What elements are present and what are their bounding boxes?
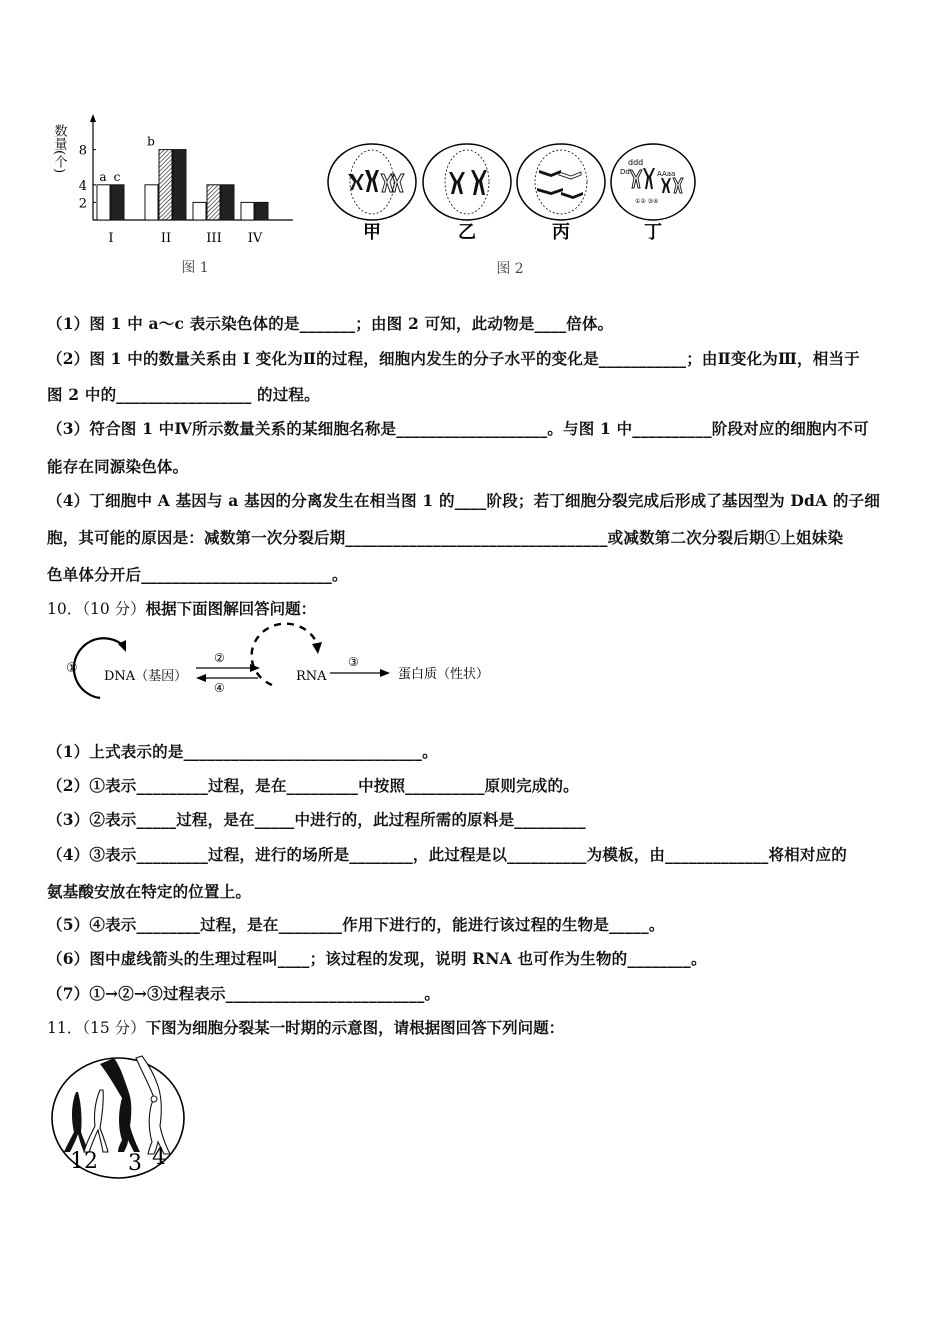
x-tick-label: II <box>160 231 172 246</box>
q9-line-5: 能存在同源染色体。 <box>47 457 189 476</box>
chromosome-2 <box>84 1090 108 1152</box>
ding-right-label: AAaa <box>657 170 676 178</box>
bar-b-III <box>207 185 220 220</box>
q10-sub-5: （5）④表示________过程，是在________作用下进行的，能进行该过程的生物是_____。 <box>47 915 665 934</box>
y-axis-arrow <box>90 114 96 122</box>
bar-a-II <box>145 185 158 220</box>
cell-division-figure <box>48 1052 188 1182</box>
ding-left-label: Dd <box>620 168 630 176</box>
q10-sub-6: （6）图中虚线箭头的生理过程叫____；该过程的发现，说明 RNA 也可作为生物的________。 <box>47 949 707 968</box>
q10-sub-2: （2）①表示_________过程，是在_________中按照__________原则完成的。 <box>47 776 579 795</box>
q10-sub-7: （7）①→②→③过程表示_________________________。 <box>47 984 441 1003</box>
q9-line-4: （3）符合图 1 中Ⅳ所示数量关系的某细胞名称是___________________。与图 1 中__________阶段对应的细胞内不可 <box>47 419 869 438</box>
ding-top-label: ddd <box>628 158 644 167</box>
bar-a-IV <box>241 202 254 220</box>
y-tick-label: 2 <box>78 196 87 212</box>
q10-sub-1: （1）上式表示的是______________________________。 <box>47 742 438 761</box>
q9-line-3: 图 2 中的_________________ 的过程。 <box>47 385 320 404</box>
chromosome-1 <box>64 1092 88 1152</box>
figure-2-caption: 图 2 <box>496 261 524 277</box>
cell-ding <box>611 144 695 243</box>
q10-sub-3: （3）②表示_____过程，是在_____中进行的，此过程所需的原料是_________ <box>47 810 586 829</box>
label-jia: 甲 <box>363 222 381 243</box>
q10-title: 根据下面图解回答问题： <box>145 599 317 618</box>
q9-line-6: （4）丁细胞中 A 基因与 a 基因的分离发生在相当图 1 的____阶段；若丁细胞分裂完成后形成了基因型为 DdA 的子细 <box>47 491 881 510</box>
chromosome-4 <box>136 1056 170 1154</box>
protein-label: 蛋白质（性状） <box>398 667 490 682</box>
q11-title: 下图为细胞分裂某一时期的示意图，请根据图回答下列问题： <box>145 1018 565 1037</box>
q9-line-1: （1）图 1 中 a～c 表示染色体的是_______；由图 2 可知，此动物是____倍体。 <box>47 314 614 333</box>
central-dogma-diagram <box>60 630 530 710</box>
chromosome-label-4: 4 <box>152 1145 166 1170</box>
q10-number: 10． <box>47 600 83 618</box>
figure-2-cells <box>325 140 705 280</box>
label-circle-1: ① <box>66 661 78 676</box>
bar-c-IV <box>255 202 268 220</box>
bar-c-I <box>111 185 124 220</box>
bar-c-III <box>221 185 234 220</box>
q10-header <box>47 597 316 619</box>
q11-score: （15 分） <box>82 1019 146 1037</box>
label-bing: 丙 <box>552 222 570 243</box>
rna-label: RNA <box>296 669 327 684</box>
chromosome-label-3: 3 <box>128 1151 142 1176</box>
x-tick-label: III <box>206 231 222 246</box>
series-label: b <box>147 134 155 149</box>
figure-1-bar-chart <box>51 110 305 285</box>
chromosome-label-2: 2 <box>84 1149 98 1174</box>
dna-label: DNA（基因） <box>104 669 188 684</box>
y-tick-label: 4 <box>78 178 87 194</box>
cell-yi <box>423 144 511 243</box>
x-tick-label: IV <box>247 231 263 246</box>
q11-number: 11． <box>47 1019 83 1037</box>
q10-score: （10 分） <box>82 600 146 618</box>
y-tick-label: 8 <box>78 143 87 159</box>
cell-jia <box>328 144 416 243</box>
series-label: c <box>113 169 121 184</box>
q10-sub-4: （4）③表示_________过程，进行的场所是________，此过程是以__________为模板，由_____________将相对应的 <box>47 845 847 864</box>
q10-sub-4b: 氨基酸安放在特定的位置上。 <box>47 882 252 901</box>
chromosome-label-1: 1 <box>70 1149 84 1174</box>
bar-a-I <box>97 185 110 220</box>
figure-1-caption: 图 1 <box>181 260 209 276</box>
q11-header <box>47 1016 564 1038</box>
label-ding: 丁 <box>644 222 662 243</box>
series-label: a <box>99 169 107 184</box>
y-axis-label: 数量(个) <box>51 124 67 174</box>
q9-line-8: 色单体分开后________________________。 <box>47 565 348 584</box>
label-circle-2: ② <box>214 651 225 665</box>
label-circle-3: ③ <box>348 655 359 669</box>
bar-c-II <box>173 150 186 220</box>
label-yi: 乙 <box>458 222 476 243</box>
q9-line-2: （2）图 1 中的数量关系由 I 变化为Ⅱ的过程，细胞内发生的分子水平的变化是___________；由Ⅱ变化为Ⅲ，相当于 <box>47 349 860 368</box>
bar-b-II <box>159 150 172 220</box>
x-tick-label: I <box>108 231 114 246</box>
ding-chromosome-numbers: ①② ③④ <box>635 198 659 205</box>
chromosome-3 <box>100 1058 140 1152</box>
bar-a-III <box>193 202 206 220</box>
q9-line-7: 胞，其可能的原因是：减数第一次分裂后期_________________________________或减数第二次分裂后期①上姐妹染 <box>47 528 844 547</box>
label-circle-4: ④ <box>214 681 225 695</box>
cell-bing <box>517 144 605 243</box>
